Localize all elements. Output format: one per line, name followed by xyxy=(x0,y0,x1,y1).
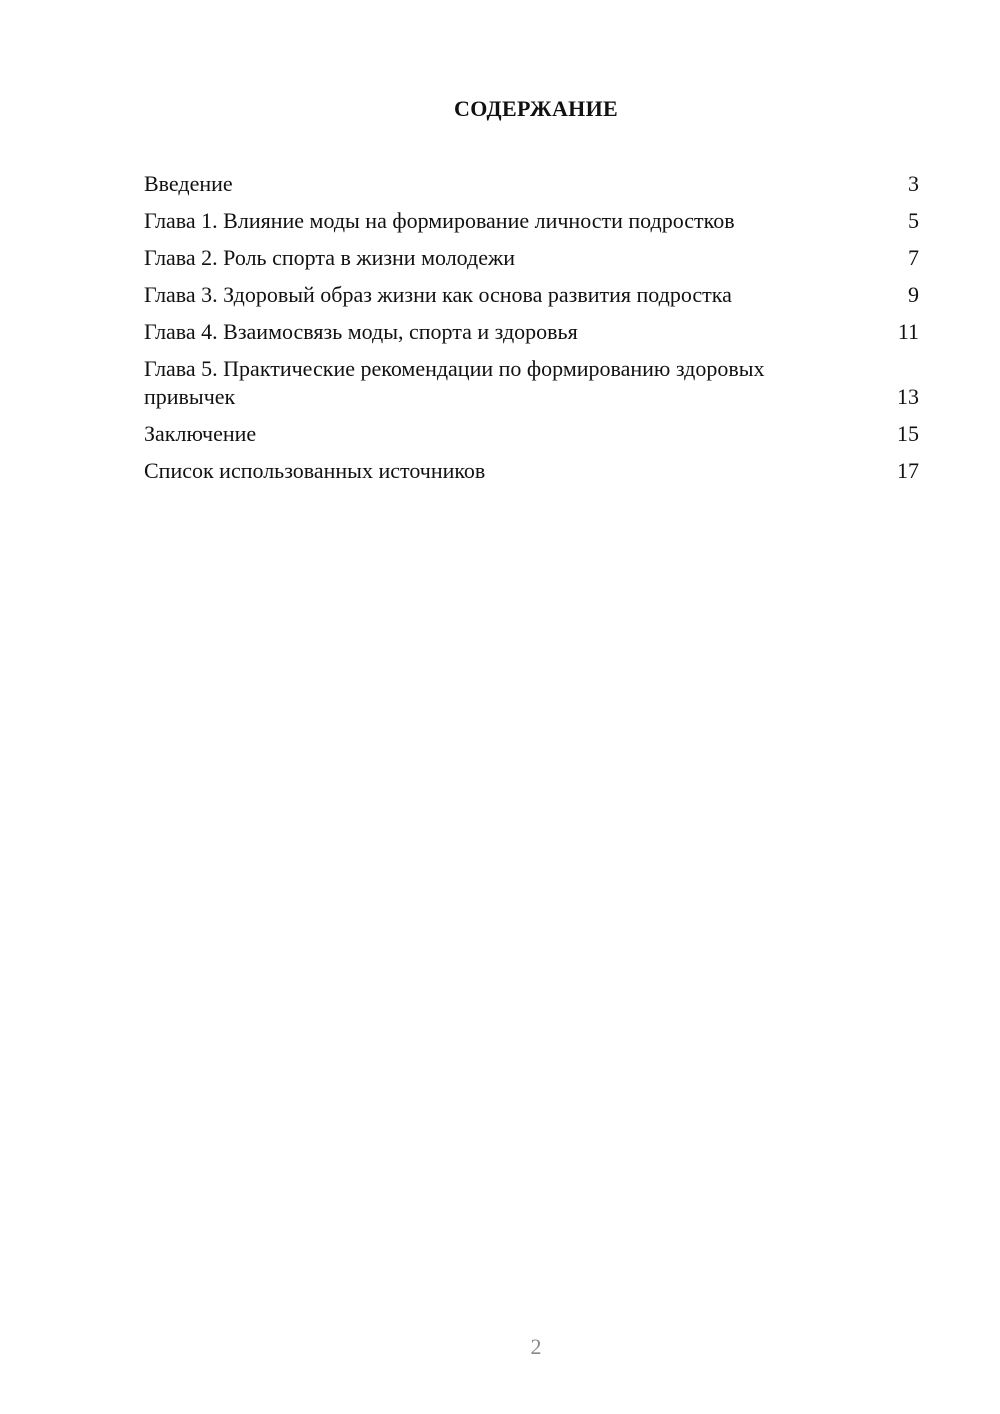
toc-entry-title: Глава 5. Практические рекомендации по формированию здоровых привычек xyxy=(144,356,765,409)
toc-entry-title: Список использованных источников xyxy=(144,458,486,483)
page-number: 2 xyxy=(530,1334,542,1359)
toc-entry-title: Заключение xyxy=(144,421,257,446)
toc-entry-chapter-1 xyxy=(144,207,919,235)
toc-entry-references xyxy=(144,457,919,485)
toc-entry-chapter-5 xyxy=(144,355,919,411)
toc-entry-chapter-3 xyxy=(144,281,919,309)
toc-entry-page: 7 xyxy=(908,245,919,270)
toc-entry-title: Глава 2. Роль спорта в жизни молодежи xyxy=(144,245,515,270)
toc-entry-page: 13 xyxy=(897,384,919,409)
page-title: СОДЕРЖАНИЕ xyxy=(454,96,618,121)
toc-entry-introduction xyxy=(144,170,919,198)
toc-entry-conclusion xyxy=(144,420,919,448)
toc-entry-page: 9 xyxy=(908,282,919,307)
toc-entry-title: Глава 4. Взаимосвязь моды, спорта и здоровья xyxy=(144,319,578,344)
toc-entry-title: Глава 1. Влияние моды на формирование личности подростков xyxy=(144,208,735,233)
toc-entry-title: Введение xyxy=(144,171,233,196)
table-of-contents xyxy=(144,170,919,494)
toc-entry-chapter-4 xyxy=(144,318,919,346)
toc-entry-page: 3 xyxy=(908,171,919,196)
toc-entry-page: 5 xyxy=(908,208,919,233)
toc-entry-page: 11 xyxy=(897,319,919,344)
toc-entry-title: Глава 3. Здоровый образ жизни как основа развития подростка xyxy=(144,282,732,307)
toc-entry-page: 17 xyxy=(897,458,919,483)
toc-entry-chapter-2 xyxy=(144,244,919,272)
toc-entry-page: 15 xyxy=(897,421,919,446)
